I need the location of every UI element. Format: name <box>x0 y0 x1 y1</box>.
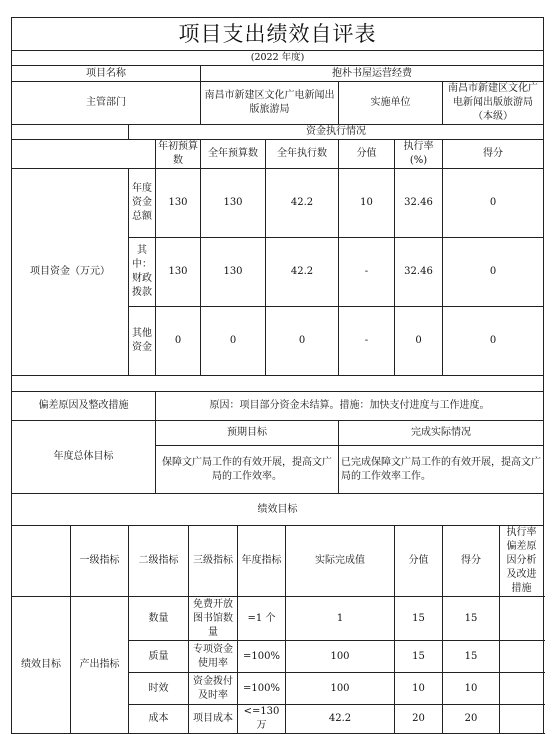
spacer-row <box>12 376 544 392</box>
blank-cell <box>12 140 156 169</box>
deviation-text: 原因：项目部分资金未结算。措施：加快支付进度与工作进度。 <box>156 392 544 421</box>
department-value: 南昌市新建区文化广电新闻出版旅游局 <box>201 82 339 125</box>
indicator-score: 15 <box>443 597 500 641</box>
indicator-note <box>500 641 544 673</box>
indicator-col-header: 年度指标 <box>238 526 286 597</box>
indicator-col-header: 分值 <box>395 526 443 597</box>
indicator-note <box>500 597 544 641</box>
indicator-target: =1 个 <box>238 597 286 641</box>
project-name-label: 项目名称 <box>12 66 201 82</box>
indicator-note <box>500 673 544 705</box>
funds-cell: 0 <box>443 169 544 238</box>
blank-cell <box>12 526 71 597</box>
funds-cell: 42.2 <box>266 169 339 238</box>
funds-cell: 32.46 <box>395 238 443 307</box>
indicator-score: 10 <box>443 673 500 705</box>
indicator-level2: 质量 <box>129 641 189 673</box>
fiscal-year: (2022 年度) <box>12 51 544 66</box>
indicator-col-header: 实际完成值 <box>286 526 395 597</box>
indicator-actual: 100 <box>286 641 395 673</box>
funds-cell: 130 <box>156 169 201 238</box>
indicator-level3: 资金拨付及时率 <box>189 673 238 705</box>
indicator-level3: 项目成本 <box>189 705 238 734</box>
indicator-score-value: 10 <box>395 673 443 705</box>
funds-cell: 10 <box>339 169 395 238</box>
funds-col-header: 全年执行数 <box>266 140 339 169</box>
funds-col-header: 执行率(%) <box>395 140 443 169</box>
indicator-actual: 1 <box>286 597 395 641</box>
actual-result-header: 完成实际情况 <box>339 421 544 446</box>
indicator-col-header: 一级指标 <box>71 526 129 597</box>
expected-goal-header: 预期目标 <box>156 421 339 446</box>
indicator-target: =100% <box>238 641 286 673</box>
performance-table-sheet <box>11 17 543 734</box>
indicator-level2: 数量 <box>129 597 189 641</box>
funds-row-label: 年度资金总额 <box>129 169 156 238</box>
funds-section-title: 资金执行情况 <box>129 125 544 140</box>
indicators-side-label: 绩效目标 <box>12 597 71 734</box>
indicator-col-header: 执行率偏差原因分析及改进措施 <box>500 526 544 597</box>
funds-cell: 0 <box>266 307 339 376</box>
funds-cell: 130 <box>201 238 266 307</box>
funds-cell: 0 <box>443 307 544 376</box>
deviation-label: 偏差原因及整改措施 <box>12 392 156 421</box>
implementer-value: 南昌市新建区文化广电新闻出版旅游局（本级） <box>443 82 544 125</box>
funds-col-header: 得分 <box>443 140 544 169</box>
indicator-level2: 成本 <box>129 705 189 734</box>
funds-cell: 32.46 <box>395 169 443 238</box>
indicator-score-value: 15 <box>395 597 443 641</box>
funds-cell: 0 <box>156 307 201 376</box>
indicator-score: 15 <box>443 641 500 673</box>
indicator-score: 20 <box>443 705 500 734</box>
expected-goal-text: 保障文广局工作的有效开展，提高文广局的工作效率。 <box>156 446 339 494</box>
funds-cell: 0 <box>395 307 443 376</box>
overall-goal-label: 年度总体目标 <box>12 421 156 494</box>
funds-row-label: 其他资金 <box>129 307 156 376</box>
indicator-level3: 免费开放图书馆数量 <box>189 597 238 641</box>
funds-cell: 0 <box>201 307 266 376</box>
funds-col-header: 全年预算数 <box>201 140 266 169</box>
indicator-target: =100% <box>238 673 286 705</box>
implementer-label: 实施单位 <box>339 82 443 125</box>
indicator-note <box>500 705 544 734</box>
funds-col-header: 年初预算数 <box>156 140 201 169</box>
indicator-actual: 42.2 <box>286 705 395 734</box>
indicator-col-header: 得分 <box>443 526 500 597</box>
funds-cell: 130 <box>201 169 266 238</box>
indicator-col-header: 三级指标 <box>189 526 238 597</box>
funds-cell: - <box>339 307 395 376</box>
funds-cell: 0 <box>443 238 544 307</box>
project-name-value: 抱朴书屋运营经费 <box>201 66 544 82</box>
department-label: 主管部门 <box>12 82 201 125</box>
page-title: 项目支出绩效自评表 <box>12 18 544 51</box>
indicator-score-value: 15 <box>395 641 443 673</box>
performance-self-evaluation-table <box>11 17 544 734</box>
actual-result-text: 已完成保障文广局工作的有效开展，提高文广局的工作效率工作。 <box>339 446 544 494</box>
indicator-target: <=130 万 <box>238 705 286 734</box>
indicators-section-title: 绩效目标 <box>12 494 544 526</box>
funds-row-header: 项目资金（万元） <box>12 169 129 376</box>
funds-col-header: 分值 <box>339 140 395 169</box>
indicator-level2: 时效 <box>129 673 189 705</box>
indicator-actual: 100 <box>286 673 395 705</box>
indicator-level1: 产出指标 <box>71 597 129 734</box>
indicator-col-header: 二级指标 <box>129 526 189 597</box>
funds-cell: 130 <box>156 238 201 307</box>
blank-cell <box>12 125 129 140</box>
funds-cell: 42.2 <box>266 238 339 307</box>
indicator-level3: 专项资金使用率 <box>189 641 238 673</box>
funds-cell: - <box>339 238 395 307</box>
indicator-score-value: 20 <box>395 705 443 734</box>
funds-row-label: 其中：财政拨款 <box>129 238 156 307</box>
